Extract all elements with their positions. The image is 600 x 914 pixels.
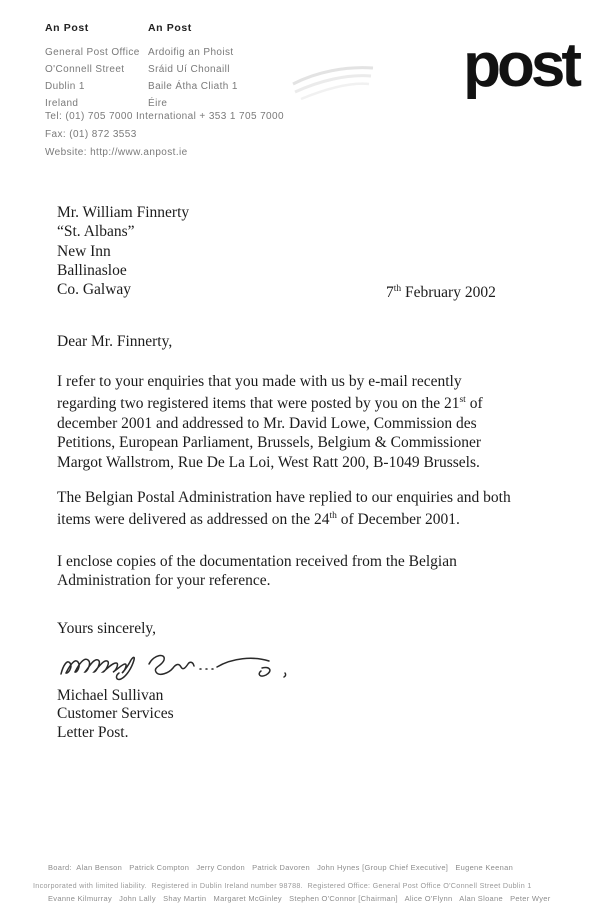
paragraph-2-line (57, 507, 562, 530)
logo-swoosh-icon (291, 54, 376, 104)
recipient-line: Mr. William Finnerty (57, 204, 190, 221)
letterhead-right-title: An Post (148, 22, 192, 34)
legal-registration-line: Incorporated with limited liability. Registered in Dublin Ireland number 98788. Registered Office: General Post Office O'Connell Street Dublin 1 (33, 881, 532, 890)
paragraph-1-line: Petitions, European Parliament, Brussels, Belgium & Commissioner (57, 434, 482, 452)
recipient-address-block (57, 203, 189, 299)
paragraph-2-line: The Belgian Postal Administration have replied to our enquiries and both (57, 488, 511, 506)
signer-name: Michael Sullivan (57, 686, 164, 704)
paragraph-1-line2-post: of (465, 395, 483, 413)
letter-date (386, 284, 496, 302)
paragraph-3-line: I enclose copies of the documentation received from the Belgian (57, 552, 457, 570)
paragraph-1-line: Margot Wallstrom, Rue De La Loi, West Ratt 200, B-1049 Brussels. (57, 453, 480, 471)
salutation: Dear Mr. Finnerty, (57, 333, 173, 350)
recipient-line: New Inn (57, 242, 111, 260)
signer-title: Customer Services (57, 705, 174, 723)
date-rest: February 2002 (401, 284, 496, 301)
signature-image (57, 643, 297, 689)
signer-identity (57, 687, 562, 743)
letterhead-left-line: Ireland (45, 98, 79, 109)
board-line-2: Evanne Kilmurray John Lally Shay Martin Margaret McGinley Stephen O'Connor [Chairman] Alice O'Flynn Alan Sloane Peter Wyer (48, 894, 551, 903)
telephone-line: Tel: (01) 705 7000 International + 353 1 705 7000 (45, 111, 284, 122)
paragraph-1-line: december 2001 and addressed to Mr. David Lowe, Commission des (57, 414, 477, 432)
paragraph-2-line2-post: of December 2001. (336, 511, 460, 529)
letterhead-right-column (148, 20, 238, 112)
letterhead-left-title: An Post (45, 22, 89, 34)
letter-body (57, 332, 562, 742)
paragraph-2 (57, 488, 562, 530)
letterhead-left-line: O'Connell Street (45, 64, 125, 75)
ordinal-superscript: st (459, 395, 466, 406)
board-line-1: Board: Alan Benson Patrick Compton Jerry Condon Patrick Davoren John Hynes [Group Chief Executive] Eugene Keenan (48, 863, 514, 872)
paragraph-1-line: I refer to your enquiries that you made with us by e-mail recently (57, 372, 462, 390)
date-ordinal: th (393, 284, 402, 294)
paragraph-1-line2-pre: regarding two registered items that were posted by you on the 21 (57, 395, 460, 413)
letterhead-right-line: Éire (148, 98, 168, 109)
letterhead-right-line: Sráid Uí Chonaill (148, 64, 230, 75)
recipient-line: “St. Albans” (57, 223, 135, 241)
anpost-logo (363, 30, 578, 110)
recipient-line: Co. Galway (57, 281, 132, 299)
letterhead-left-column (45, 20, 140, 112)
closing-line: Yours sincerely, (57, 619, 157, 637)
signature-block (57, 643, 562, 687)
paragraph-2-line2-pre: items were delivered as addressed on the 24 (57, 511, 330, 529)
signer-department: Letter Post. (57, 723, 129, 741)
paragraph-3-line: Administration for your reference. (57, 572, 271, 590)
fax-line: Fax: (01) 872 3553 (45, 129, 137, 140)
paragraph-1 (57, 372, 562, 473)
logo-wordmark: post (463, 31, 578, 100)
letterhead-contact-block (45, 108, 284, 162)
paragraph-3 (57, 552, 562, 591)
letterhead-right-line: Baile Átha Cliath 1 (148, 81, 238, 92)
ordinal-superscript: th (329, 511, 337, 522)
letterhead-right-line: Ardoifig an Phoist (148, 47, 234, 58)
recipient-line: Ballinasloe (57, 261, 127, 279)
date-day: 7 (386, 284, 394, 301)
board-members-footer (48, 843, 551, 914)
paragraph-1-line (57, 391, 562, 414)
letterhead-left-line: General Post Office (45, 47, 140, 58)
website-line: Website: http://www.anpost.ie (45, 147, 188, 158)
letterhead-left-line: Dublin 1 (45, 81, 85, 92)
